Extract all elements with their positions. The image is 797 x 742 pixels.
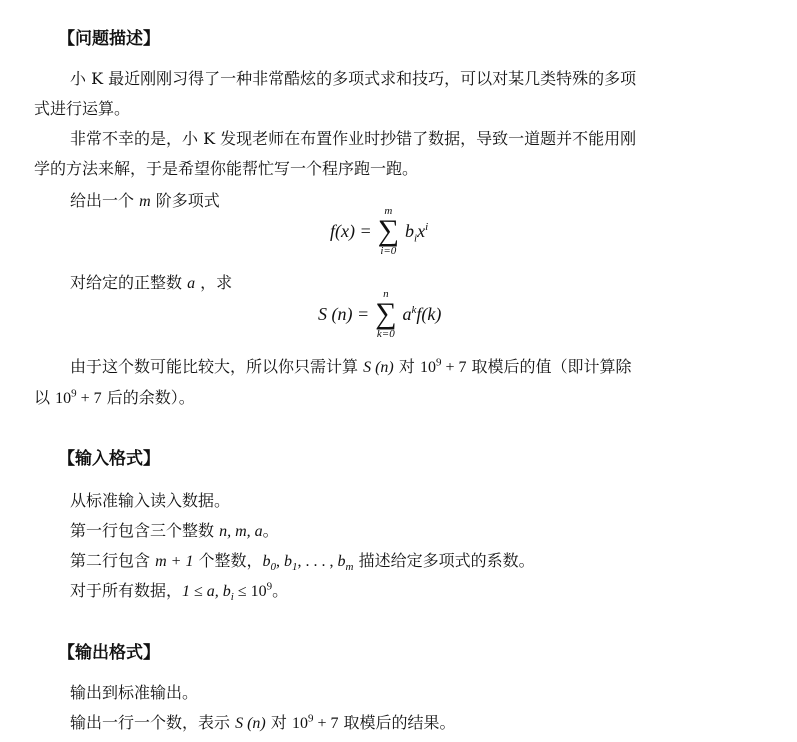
paragraph-2-line-1: 非常不幸的是，小 K 发现老师在布置作业时抄错了数据，导致一道题并不能用刚 [70,129,637,148]
modulo-text-a: 由于这个数可能比较大，所以你只需计算 [70,357,364,376]
given-a-text-b: ，求 [195,273,233,292]
f-of-k: f(k) [416,303,442,324]
input-line-2-text-a: 第一行包含三个整数 [70,521,220,540]
formula-1-lhs: f(x) = [330,220,372,241]
modulo-paragraph [34,352,764,414]
modulus-2-exp: 9 [71,387,77,400]
m-plus-1: m + 1 [155,553,194,570]
summation-1 [378,205,399,257]
input-line-2-text-b: 。 [262,521,279,540]
constraint-exp: 9 [266,580,273,593]
constraint-base: 10 [250,583,267,600]
input-line-4-text-a: 对于所有数据， [70,581,183,600]
input-line-4 [70,578,289,604]
polynomial-intro-text-b: 阶多项式 [150,191,220,210]
polynomial-intro-text-a: 给出一个 [70,191,140,210]
modulus-3-exp: 9 [307,712,314,725]
modulus-3-base: 10 [291,715,308,732]
degree-m: m [139,193,151,210]
modulo-line-2 [34,383,764,414]
var-x: x [417,220,426,241]
modulus-2 [55,387,102,407]
coef-dots: , . . . , [297,553,338,570]
modulus-3 [291,712,339,732]
modulus-1 [419,356,467,376]
formula-2-term [403,304,442,325]
modulus-1-base: 10 [419,359,436,376]
coef-b1: b [284,553,293,570]
polynomial-formula [330,205,428,257]
var-x-exp: i [425,220,429,233]
polynomial-intro [70,188,220,211]
paragraph-1-line-1: 小 K 最近刚刚习得了一种非常酷炫的多项式求和技巧，可以对某几类特殊的多项 [70,69,637,88]
coef-b0-sub: 0 [270,561,277,574]
output-line-2-text-a: 输出一行一个数，表示 [70,713,236,732]
modulo-text-e: 后的余数）。 [101,388,195,407]
given-a-line [70,270,232,293]
base-a-exp: k [411,303,417,316]
constraint [182,580,273,604]
summation-1-upper: m [384,205,393,217]
problem-description-heading: 【 问题描述 】 [58,24,160,49]
modulo-text-d: 以 [34,388,56,407]
constraint-sub: i [230,591,234,604]
constraint-le: ≤ [233,583,251,600]
sigma-icon: ∑ [375,297,397,330]
formula-2-lhs: S (n) = [318,303,370,324]
coef-b1-sub: 1 [292,561,298,574]
input-line-3-text-c: 描述给定多项式的系数。 [353,551,535,570]
paragraph-1-line-2: 式进行运算。 [34,99,131,118]
input-format-heading: 【 输入格式 】 [58,444,160,469]
modulo-line-1 [34,352,764,383]
given-a-text-a: 对给定的正整数 [70,273,188,292]
sum-formula [318,288,441,340]
modulus-1-plus: + 7 [441,359,467,376]
modulo-text-c: 取模后的值（即计算除 [466,357,632,376]
modulus-2-base: 10 [55,390,72,407]
input-line-4-text-b: 。 [272,581,289,600]
input-line-1: 从标准输入读入数据。 [70,491,231,510]
modulus-1-exp: 9 [435,356,442,369]
modulus-3-plus: + 7 [313,715,339,732]
coef-b0: b [262,553,271,570]
summation-1-lower: i=0 [380,245,397,257]
vars-nma: n, m, a [219,523,263,540]
summation-2 [375,288,396,340]
output-line-2-text-b: 对 [265,713,292,732]
summation-2-lower: k=0 [376,328,395,340]
coef-b: b [405,220,415,241]
input-line-2 [70,518,279,541]
output-line-2 [70,710,456,733]
coef-bm: b [337,553,346,570]
paragraph-2-line-2: 学的方法来解，于是希望你能帮忙写一个程序跑一跑。 [34,159,419,178]
base-a: a [402,303,412,324]
Sn-1: S (n) [363,359,394,376]
modulo-text-b: 对 [393,357,420,376]
problem-paragraph-2 [34,124,764,184]
coef-bm-sub: m [345,561,354,574]
output-line-2-text-c: 取模后的结果。 [338,713,456,732]
constraint-range: 1 ≤ a, b [182,583,231,600]
output-line-1: 输出到标准输出。 [70,683,199,702]
input-line-3 [70,548,535,574]
Sn-2: S (n) [235,715,266,732]
input-line-3-text-b: 个整数， [193,551,263,570]
coef-b-sub: i [414,232,418,245]
var-a: a [187,275,196,292]
input-line-3-text-a: 第二行包含 [70,551,156,570]
summation-2-upper: n [383,288,389,300]
sigma-icon: ∑ [377,214,400,247]
problem-paragraph-1 [34,64,764,124]
formula-1-term [405,220,429,245]
output-format-heading: 【 输出格式 】 [58,638,160,663]
modulus-2-plus: + 7 [76,390,102,407]
coef-list: $b_0$, $b_1$, . . . , $b_m$ [262,553,354,574]
